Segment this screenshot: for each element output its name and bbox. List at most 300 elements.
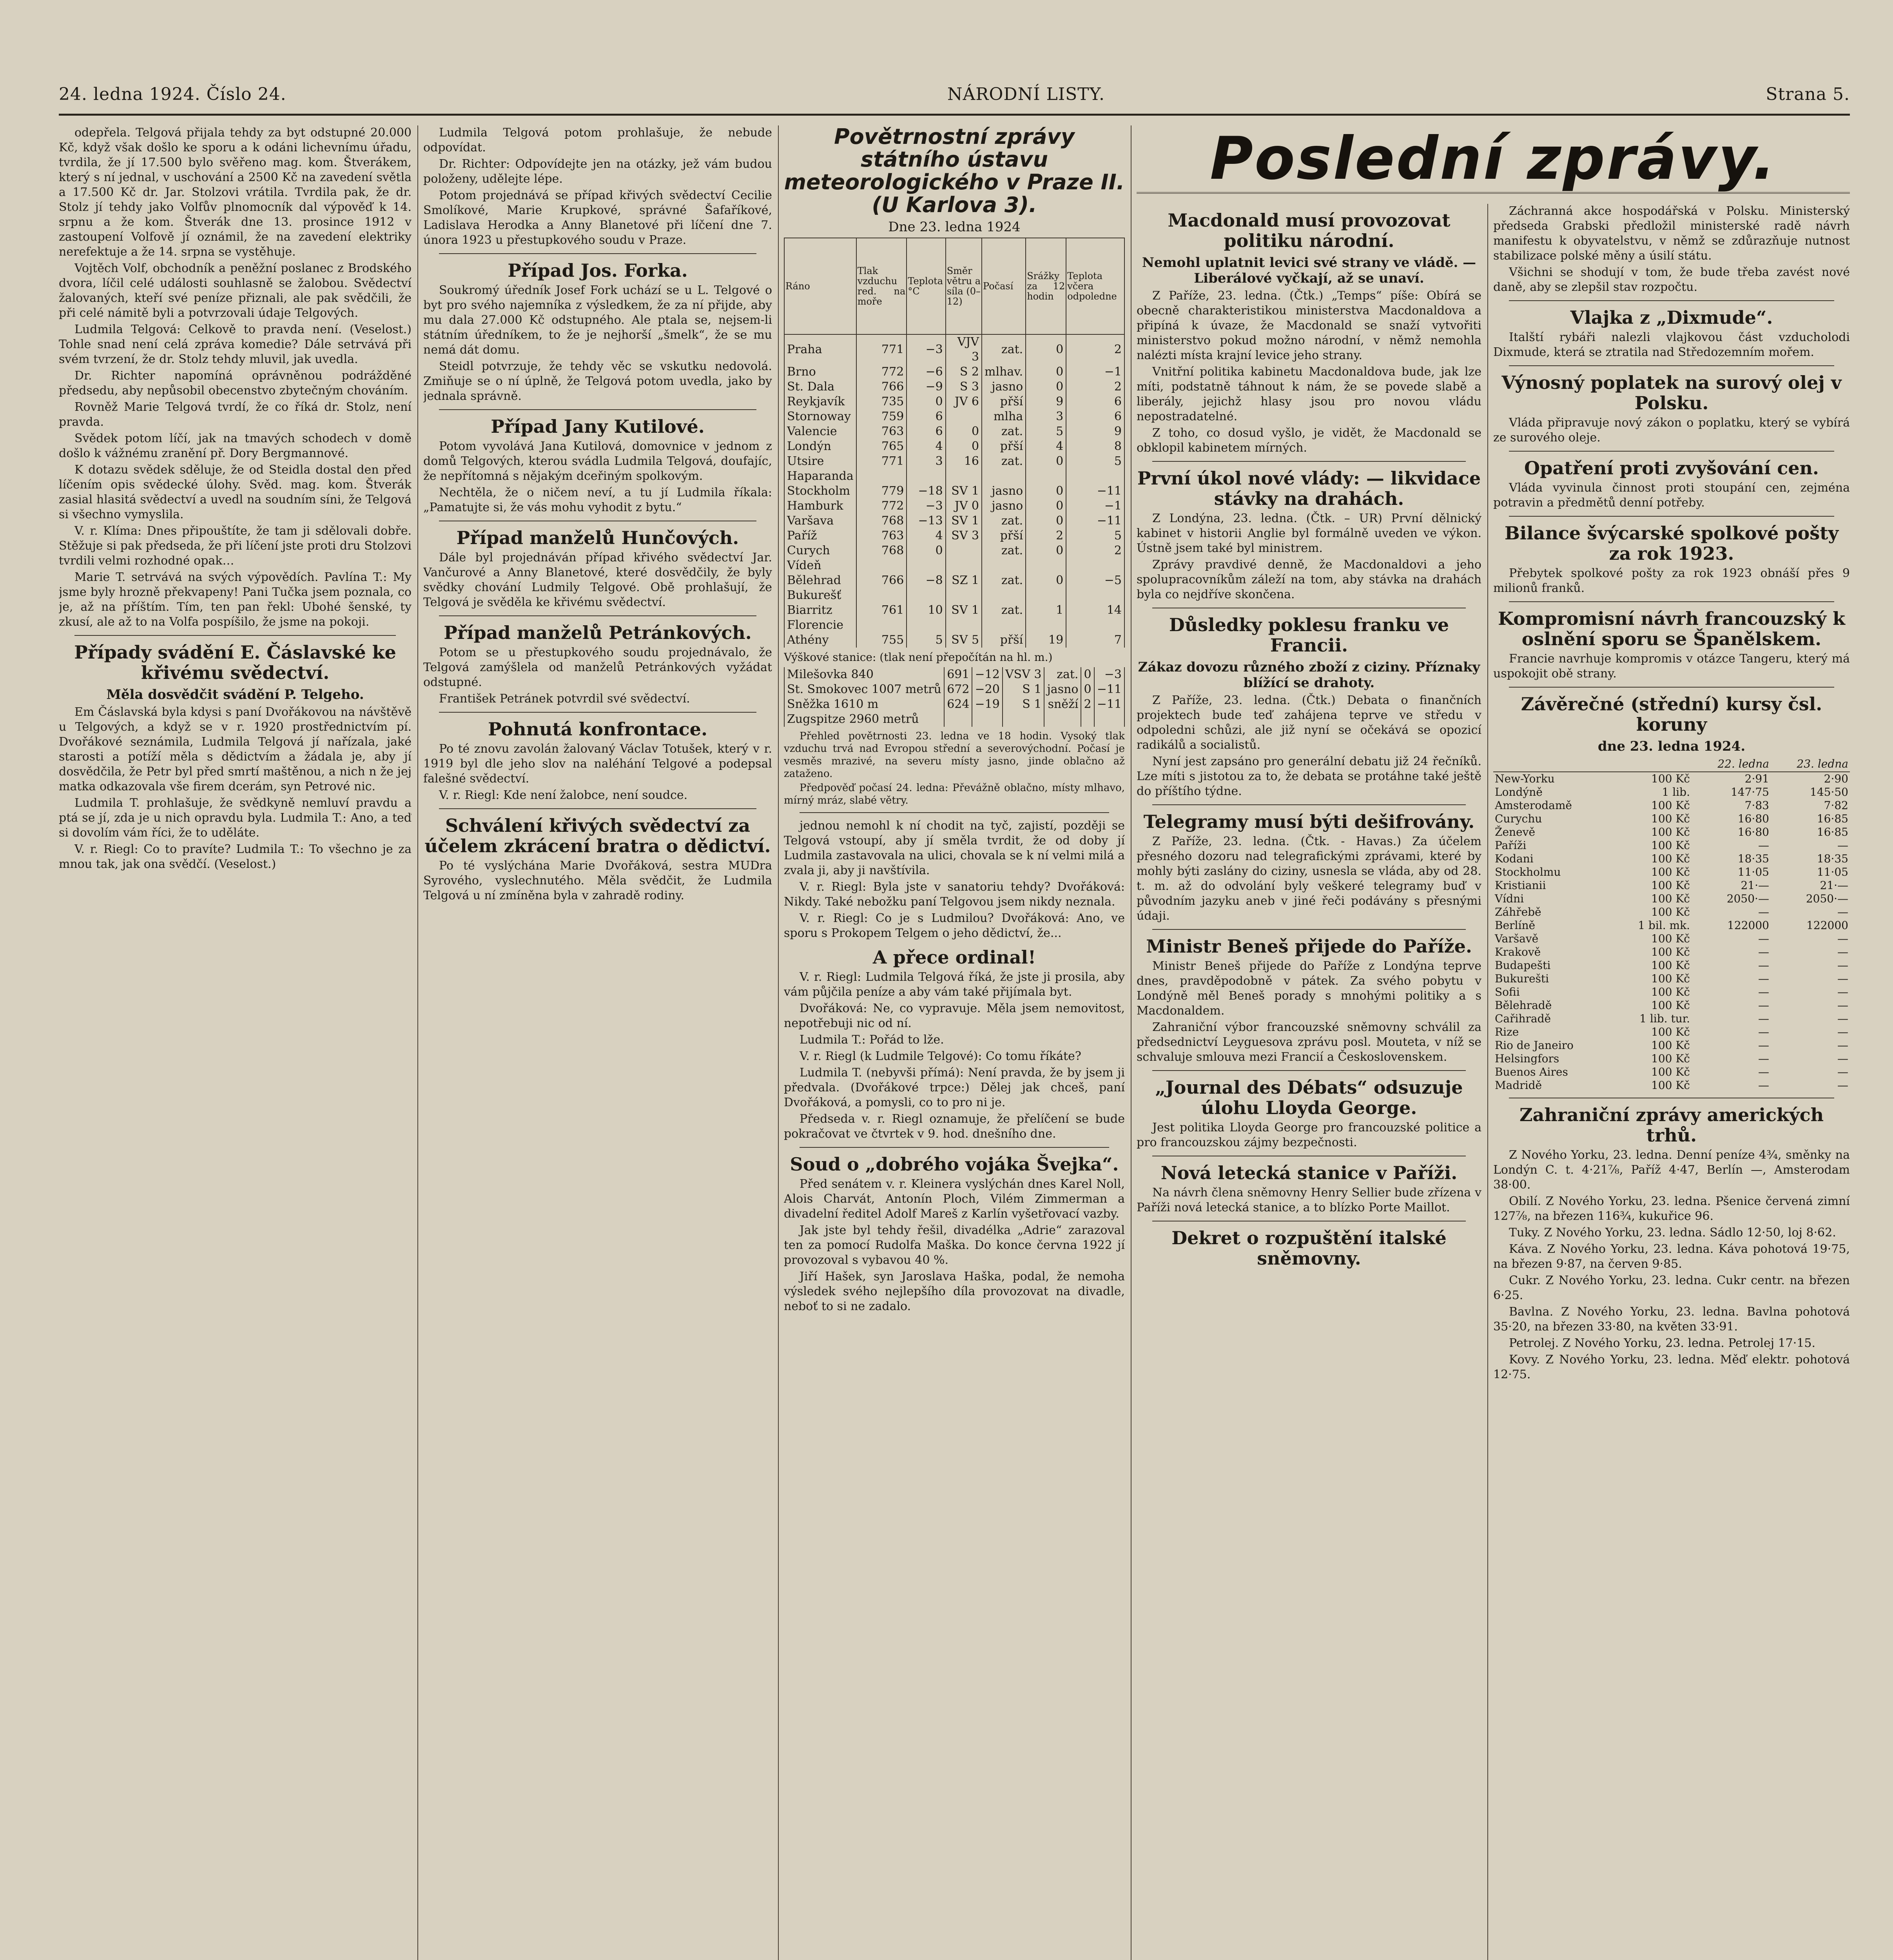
rates-cell: — <box>1758 1025 1769 1038</box>
weather-row <box>784 558 1124 573</box>
rates-row <box>1493 932 1850 946</box>
article-rule <box>439 409 756 410</box>
weather-cell: 772 <box>856 499 907 514</box>
weather-column-header: Teplota °C <box>907 238 945 334</box>
paragraph: Nechtěla, že o ničem neví, a tu jí Ludmila říkala: „Pamatujte si, že vás mohu vyhodit z bytu.“ <box>423 486 772 514</box>
weather-cell: Paříž <box>784 528 856 543</box>
weather-row <box>784 573 1124 588</box>
rates-cell: Sofii <box>1495 985 1520 998</box>
rates-cell: Amsterodamě <box>1495 799 1572 812</box>
rates-cell: 7·83 <box>1744 799 1769 812</box>
weather-row <box>784 514 1124 528</box>
rates-row <box>1493 1039 1850 1052</box>
paragraph: V. r. Riegl: Co je s Ludmilou? Dvořáková: Ano, ve sporu s Prokopem Telgem o jeho dědictví, že... <box>784 911 1125 940</box>
column-3 <box>784 125 1125 1960</box>
weather-row <box>784 633 1124 648</box>
rates-cell: — <box>1837 1065 1848 1078</box>
rates-cell: — <box>1758 839 1769 852</box>
rates-cell: Curychu <box>1495 812 1542 825</box>
weather-cell: Bělehrad <box>784 573 856 588</box>
exchange-rates-date: dne 23. ledna 1924. <box>1597 739 1746 754</box>
paragraph: Vojtěch Volf, obchodník a peněžní poslanec z Brodského dvora, líčil celé události souhlasně se žalobou. Svědectví žalovaných, kteří své peníze přiznali, ale pak svědčili, že při celé námitě byli a potvrzovali údaje Telgových. <box>59 261 412 320</box>
rates-cell: Kristianii <box>1495 879 1546 892</box>
weather-cell: jasno <box>982 379 1026 394</box>
weather-cell: −11 <box>1094 682 1124 697</box>
weather-cell: Hamburk <box>784 499 856 514</box>
weather-cell: 766 <box>856 573 907 588</box>
rates-cell: — <box>1758 1039 1769 1052</box>
weather-row <box>784 528 1124 543</box>
article-title: Soud o „dobrého vojáka Švejka“. <box>790 1154 1119 1175</box>
weather-cell: VSV 3 <box>1003 667 1044 682</box>
weather-cell: 14 <box>1066 603 1124 618</box>
rates-cell: — <box>1837 999 1848 1012</box>
weather-cell: 768 <box>856 514 907 528</box>
rates-cell: 100 Kč <box>1651 772 1690 785</box>
weather-row <box>784 454 1124 469</box>
weather-cell: Londýn <box>784 439 856 454</box>
rates-cell: — <box>1837 1012 1848 1025</box>
rates-cell: Madridě <box>1495 1079 1542 1092</box>
paragraph: Rovněž Marie Telgová tvrdí, že co říká dr. Stolz, není pravda. <box>59 400 412 429</box>
weather-cell: 5 <box>1066 528 1124 543</box>
rates-cell: — <box>1758 959 1769 972</box>
weather-cell: 0 <box>1026 499 1066 514</box>
rates-cell: 100 Kč <box>1651 906 1690 918</box>
paragraph: Z Paříže, 23. ledna. (Čtk.) „Temps“ píše: Obírá se obecně charakteristikou ministerstva Macdonaldova a připíná k úvaze, že Macdonald se snaží vytvořiti ministerstvo pokud možno národní, v němž nemohla nalézti místa krajní levice jeho strany. <box>1137 289 1481 362</box>
weather-cell: 4 <box>907 528 945 543</box>
rates-cell: Ženevě <box>1495 826 1536 838</box>
paragraph: Záchranná akce hospodářská v Polsku. Ministerský předseda Grabski předložil ministerské radě návrh manifestu k obyvatelstvu, v němž se zdůrazňuje nutnost stabilizace polské měny a úsilí státu. <box>1493 204 1850 263</box>
weather-cell: 0 <box>907 543 945 558</box>
weather-row <box>784 603 1124 618</box>
exchange-rates-table <box>1493 757 1850 1092</box>
weather-cell: −13 <box>907 514 945 528</box>
rates-row <box>1493 1012 1850 1025</box>
weather-cell <box>972 712 1002 727</box>
weather-cell: −5 <box>1066 573 1124 588</box>
weather-cell: 755 <box>856 633 907 648</box>
weather-cell: 6 <box>1066 394 1124 409</box>
rates-cell: 11·05 <box>1817 866 1848 878</box>
weather-cell: −19 <box>972 697 1002 712</box>
rates-cell: Bělehradě <box>1495 999 1552 1012</box>
column-rule <box>1487 204 1488 1960</box>
weather-cell: −11 <box>1094 697 1124 712</box>
weather-cell: SV 1 <box>946 514 982 528</box>
weather-row <box>784 379 1124 394</box>
weather-cell: přší <box>982 528 1026 543</box>
rates-cell: New-Yorku <box>1495 772 1555 785</box>
weather-row <box>784 409 1124 424</box>
article-title: Výnosný poplatek na surový olej v Polsku. <box>1501 372 1842 414</box>
rates-cell: 100 Kč <box>1651 826 1690 838</box>
article-title: Případ Jos. Forka. <box>508 260 688 281</box>
weather-cell: 0 <box>1026 379 1066 394</box>
weather-cell: SV 3 <box>946 528 982 543</box>
weather-cell: 761 <box>856 603 907 618</box>
weather-cell: 763 <box>856 424 907 439</box>
weather-cell <box>946 588 982 603</box>
banner-title: Poslední zprávy. <box>1210 125 1777 193</box>
column-2 <box>423 125 772 1960</box>
rates-cell: 2·91 <box>1744 772 1769 785</box>
weather-cell: 766 <box>856 379 907 394</box>
article-title: Schválení křivých svědectví za účelem zkrácení bratra o dědictví. <box>424 815 771 857</box>
paragraph: Jiří Hašek, syn Jaroslava Haška, podal, že nemoha výsledek svého nejlepšího díla provozovat na divadle, neboť to si ne zadalo. <box>784 1270 1125 1313</box>
paragraph: Obilí. Z Nového Yorku, 23. ledna. Pšenice červená zimní 127⅞, na březen 116¾, kukuřice 96. <box>1493 1194 1850 1223</box>
rates-cell: 1 lib. tur. <box>1639 1012 1690 1025</box>
rates-cell: Bukurešti <box>1495 972 1549 985</box>
weather-cell <box>944 712 972 727</box>
rates-cell: Vídni <box>1495 892 1524 905</box>
weather-cell: zat. <box>1044 667 1081 682</box>
article-rule <box>439 253 756 254</box>
weather-cell: −6 <box>907 365 945 379</box>
rates-column-header: 22. ledna <box>1692 757 1771 772</box>
weather-cell: 0 <box>1026 573 1066 588</box>
article-title: Vlajka z „Dixmude“. <box>1570 307 1773 328</box>
weather-cell: 9 <box>1066 424 1124 439</box>
weather-cell <box>946 558 982 573</box>
paragraph: Káva. Z Nového Yorku, 23. ledna. Káva pohotová 19·75, na březen 9·87, na červen 9·85. <box>1493 1242 1850 1271</box>
weather-row <box>784 712 1124 727</box>
rates-row <box>1493 879 1850 892</box>
paragraph: Vláda připravuje nový zákon o poplatku, který se vybírá ze surového oleje. <box>1493 416 1850 445</box>
weather-cell: −20 <box>972 682 1002 697</box>
weather-cell: 0 <box>1081 667 1094 682</box>
weather-cell: JV 6 <box>946 394 982 409</box>
rates-cell: — <box>1758 985 1769 998</box>
rates-cell: — <box>1837 1079 1848 1092</box>
rates-cell: — <box>1837 1025 1848 1038</box>
weather-cell: 1 <box>1026 603 1066 618</box>
weather-row <box>784 697 1124 712</box>
paragraph: Potom projednává se případ křivých svědectví Cecilie Smolíkové, Marie Krupkové, správné Šafaříkové, Ladislava Herodka a Anny Blanetové při líčení dne 7. února 1923 u přestupkového soudu v Praze. <box>423 189 772 247</box>
weather-cell: SZ 1 <box>946 573 982 588</box>
weather-cell <box>982 618 1026 633</box>
weather-cell: Utsire <box>784 454 856 469</box>
paragraph: Z Paříže, 23. ledna. (Čtk.) Debata o finančních projektech bude teď zahájena teprve ve středu v odpoledni schůzi, ale již nyní se očekává se opozicí radikálů a socialistů. <box>1137 693 1481 752</box>
paragraph: odepřela. Telgová přijala tehdy za byt odstupné 20.000 Kč, když však došlo ke sporu a k odáni lichevnímu úřadu, tvrdila, že jí 17.500 bylo svěřeno mag. kom. Štverákem, který s ní jednal, v uschování a 2500 Kč na zavedení světla a 17.500 Kč dr. Jar. Stolzovi vrátila. Tvrdila pak, že dr. Stolz jí tehdy jako Volfův plnomocník dal výpověď k 14. srpnu a že kom. Štverák dne 13. prosince 1912 v zastoupení Volfově jí oznámil, že na zavedení elektriky nerefektuje a že 14. srpna se vystěhuje. <box>59 126 412 259</box>
issue-date: 24. ledna 1924. Číslo 24. <box>59 84 286 104</box>
latest-news-banner <box>1137 125 1850 194</box>
weather-cell <box>1026 618 1066 633</box>
rates-row <box>1493 839 1850 852</box>
rates-row <box>1493 999 1850 1012</box>
weather-cell: Sněžka 1610 m <box>784 697 944 712</box>
weather-cell: Varšava <box>784 514 856 528</box>
article-rule <box>800 812 1109 813</box>
weather-row <box>784 618 1124 633</box>
article-title: Pohnutá konfrontace. <box>488 719 707 740</box>
rates-cell: 18·35 <box>1817 852 1848 865</box>
paragraph: Bavlna. Z Nového Yorku, 23. ledna. Bavlna pohotová 35·20, na březen 33·80, na květen 33·91. <box>1493 1305 1850 1334</box>
markets-title: Zahraniční zprávy amerických trhů. <box>1519 1104 1824 1146</box>
rates-cell: — <box>1758 946 1769 958</box>
weather-cell: 672 <box>944 682 972 697</box>
weather-cell: 7 <box>1066 633 1124 648</box>
rates-cell: 122000 <box>1727 919 1769 932</box>
rates-cell: 100 Kč <box>1651 1079 1690 1092</box>
weather-column-header: Ráno <box>784 238 856 334</box>
rates-cell: 100 Kč <box>1651 985 1690 998</box>
weather-cell: Biarritz <box>784 603 856 618</box>
weather-cell: −12 <box>972 667 1002 682</box>
paragraph: Z Nového Yorku, 23. ledna. Denní peníze 4¾, směnky na Londýn C. t. 4·21⅞, Paříž 4·47, Berlín —, Amsterodam 38·00. <box>1493 1148 1850 1192</box>
article-rule <box>1509 687 1834 688</box>
weather-cell: přší <box>982 439 1026 454</box>
weather-cell: přší <box>982 633 1026 648</box>
weather-cell: −3 <box>1094 667 1124 682</box>
weather-cell: 16 <box>946 454 982 469</box>
weather-row <box>784 682 1124 697</box>
rates-cell: 147·75 <box>1730 786 1769 799</box>
weather-column-header: Počasí <box>982 238 1026 334</box>
weather-cell: jasno <box>1044 682 1081 697</box>
rates-cell: 100 Kč <box>1651 959 1690 972</box>
weather-cell: −1 <box>1066 365 1124 379</box>
weather-row <box>784 394 1124 409</box>
rates-cell: — <box>1837 985 1848 998</box>
rates-cell: Buenos Aires <box>1495 1065 1568 1078</box>
rates-cell: — <box>1758 972 1769 985</box>
rates-cell: — <box>1758 1079 1769 1092</box>
rates-cell: Varšavě <box>1495 932 1539 945</box>
weather-cell <box>856 588 907 603</box>
weather-cell: zat. <box>982 543 1026 558</box>
paragraph: Zprávy pravdivé denně, že Macdonaldovi a jeho spolupracovníkům záleží na tom, aby stávka na drahách byla co nejdříve skončena. <box>1137 558 1481 601</box>
weather-cell: 759 <box>856 409 907 424</box>
article-rule <box>1152 1070 1466 1071</box>
rates-row <box>1493 852 1850 866</box>
weather-cell: 0 <box>1081 682 1094 697</box>
weather-cell: 0 <box>946 439 982 454</box>
rates-cell: 122000 <box>1806 919 1848 932</box>
weather-cell: 4 <box>907 439 945 454</box>
rates-cell: 2050·— <box>1806 892 1848 905</box>
paragraph: Italští rybáři nalezli vlajkovou část vzducholodi Dixmude, která se ztratila nad Středozemním mořem. <box>1493 330 1850 359</box>
weather-cell <box>1044 712 1081 727</box>
masthead: NÁRODNÍ LISTY. <box>947 84 1105 104</box>
rates-cell: 100 Kč <box>1651 839 1690 852</box>
weather-cell: Milešovka 840 <box>784 667 944 682</box>
weather-cell: Haparanda <box>784 469 856 484</box>
weather-cell <box>982 558 1026 573</box>
rates-cell: 100 Kč <box>1651 866 1690 878</box>
paragraph: Ludmila Telgová: Celkově to pravda není. (Veselost.) Tohle snad není celá zpráva komedie? Dále setrvává při svém tvrzení, že dr. Stolz tehdy mluvil, jak uvedla. <box>59 323 412 366</box>
weather-cell: 0 <box>907 394 945 409</box>
paragraph: Vláda vyvinula činnost proti stoupání cen, zejména potravin a předmětů denní potřeby. <box>1493 481 1850 510</box>
article-rule <box>439 615 756 616</box>
weather-cell <box>1066 588 1124 603</box>
rates-cell: 100 Kč <box>1651 1025 1690 1038</box>
rates-cell: 100 Kč <box>1651 892 1690 905</box>
article-rule <box>74 635 396 636</box>
paragraph: V. r. Riegl: Ludmila Telgová říká, že jste ji prosila, aby vám půjčila peníze a aby vám také přijímala byt. <box>784 970 1125 999</box>
weather-cell: 4 <box>1026 439 1066 454</box>
weather-cell <box>856 469 907 484</box>
paragraph: Steidl potvrzuje, že tehdy věc se vskutku nedovolá. Zmiňuje se o ní úplně, že Telgová potom uvedla, jako by jednala správně. <box>423 359 772 403</box>
weather-cell: Athény <box>784 633 856 648</box>
rates-cell: 2050·— <box>1726 892 1769 905</box>
weather-cell: S 3 <box>946 379 982 394</box>
article-title: Telegramy musí býti dešifrovány. <box>1143 811 1475 832</box>
article-subtitle: Nemohl uplatnit levici své strany ve vládě. — Liberálové vyčkají, až se unaví. <box>1142 255 1476 286</box>
paragraph: Na návrh člena sněmovny Henry Sellier bude zřízena v Paříži nová letecká stanice, a to blízko Porte Maillot. <box>1137 1186 1481 1214</box>
weather-cell: zat. <box>982 573 1026 588</box>
rates-cell: 100 Kč <box>1651 999 1690 1012</box>
weather-cell: 765 <box>856 439 907 454</box>
rates-cell: 100 Kč <box>1651 1065 1690 1078</box>
rates-cell: — <box>1758 999 1769 1012</box>
rates-cell: — <box>1758 1012 1769 1025</box>
weather-cell: 0 <box>1026 365 1066 379</box>
weather-cell: zat. <box>982 334 1026 365</box>
weather-cell <box>1026 588 1066 603</box>
weather-cell <box>856 618 907 633</box>
paragraph: Ludmila T. prohlašuje, že svědkyně nemluví pravdu a ptá se jí, zda je u nich opravdu byla. Ludmila T.: Ano, a teď si dovolím vám říci, že to uděláte. <box>59 796 412 840</box>
rates-cell: 1 lib. <box>1662 786 1690 799</box>
rates-row <box>1493 1065 1850 1079</box>
weather-cell: 6 <box>907 424 945 439</box>
rates-cell: Rize <box>1495 1025 1519 1038</box>
article-title: A přece ordinal! <box>872 947 1036 968</box>
weather-column-header: Srážky za 12 hodin <box>1026 238 1066 334</box>
rates-cell: Helsingfors <box>1495 1052 1559 1065</box>
weather-cell: Vídeň <box>784 558 856 573</box>
weather-cell: 691 <box>944 667 972 682</box>
header-rule <box>59 114 1850 116</box>
paragraph: Vnitřní politika kabinetu Macdonaldova bude, jak lze míti, podstatně táhnout k nám, že se povede slabě a liberály, jejichž hlasy jsou pro novou vládu nepostradatelné. <box>1137 365 1481 423</box>
rates-cell: 100 Kč <box>1651 799 1690 812</box>
rates-row <box>1493 799 1850 812</box>
weather-cell <box>1026 558 1066 573</box>
rates-cell: Berlíně <box>1495 919 1536 932</box>
weather-cell: jasno <box>982 484 1026 499</box>
rates-column-header <box>1612 757 1692 772</box>
weather-cell: Stornoway <box>784 409 856 424</box>
weather-cell: St. Smokovec 1007 metrů <box>784 682 944 697</box>
weather-cell: Reykjavík <box>784 394 856 409</box>
rates-cell: Krakově <box>1495 946 1541 958</box>
article-title: Ministr Beneš přijede do Paříže. <box>1146 936 1472 957</box>
rates-cell: Paříži <box>1495 839 1527 852</box>
column-rule <box>778 125 779 1960</box>
article-rule <box>439 712 756 713</box>
rates-cell: — <box>1837 972 1848 985</box>
rates-cell: 100 Kč <box>1651 812 1690 825</box>
weather-row <box>784 439 1124 454</box>
weather-cell: −8 <box>907 573 945 588</box>
weather-cell <box>1066 469 1124 484</box>
weather-cell <box>982 588 1026 603</box>
rates-cell: 16·85 <box>1817 812 1848 825</box>
article-title: První úkol nové vlády: — likvidace stávky na drahách. <box>1137 468 1481 509</box>
rates-cell: — <box>1758 906 1769 918</box>
paragraph: Předseda v. r. Riegl oznamuje, že přelíčení se bude pokračovat ve čtvrtek v 9. hod. dnešního dne. <box>784 1112 1125 1141</box>
rates-cell: — <box>1837 906 1848 918</box>
weather-cell: VJV 3 <box>946 334 982 365</box>
rates-row <box>1493 906 1850 919</box>
paragraph: Ludmila T. (nebyvši přímá): Není pravda, že by jsem ji předvala. (Dvořákové trpce:) Dělej jak chceš, paní Dvořáková, a pomysli, co to pro ni je. <box>784 1066 1125 1109</box>
weather-cell: Praha <box>784 334 856 365</box>
article-title: Případy svádění E. Čáslavské ke křivému svědectví. <box>74 642 396 683</box>
rates-cell: 100 Kč <box>1651 852 1690 865</box>
article-title: Dekret o rozpuštění italské sněmovny. <box>1171 1227 1447 1269</box>
paragraph: Dr. Richter napomíná oprávněnou podrážděné předsedu, aby nepůsobil obecenstvo zbytečným chováním. <box>59 369 412 397</box>
article-subtitle: Zákaz dovozu různého zboží z ciziny. Příznaky blížící se drahoty. <box>1138 659 1480 691</box>
rates-cell: Budapešti <box>1495 959 1551 972</box>
weather-cell: Curych <box>784 543 856 558</box>
weather-cell: SV 1 <box>946 603 982 618</box>
weather-row <box>784 499 1124 514</box>
weather-cell: 772 <box>856 365 907 379</box>
paragraph: Cukr. Z Nového Yorku, 23. ledna. Cukr centr. na březen 6·25. <box>1493 1274 1850 1302</box>
rates-cell: 21·— <box>1741 879 1769 892</box>
paragraph: jednou nemohl k ní chodit na tyč, zajistí, později se Telgová vstoupí, aby jí směla tvrdit, že od doby jí Ludmila zastavovala na ulici, chovala se k ní velmi milá a zvala ji, aby ji navštívila. <box>784 819 1125 877</box>
rates-cell: — <box>1837 932 1848 945</box>
rates-cell: Kodani <box>1495 852 1534 865</box>
paragraph: V. r. Riegl: Byla jste v sanatoriu tehdy? Dvořáková: Nikdy. Také nebožku paní Telgovou jsem nikdy neznala. <box>784 880 1125 909</box>
paragraph: Dr. Richter: Odpovídejte jen na otázky, jež vám budou položeny, udělejte lépe. <box>423 157 772 186</box>
article-title: Nová letecká stanice v Paříži. <box>1160 1162 1458 1183</box>
weather-cell <box>907 588 945 603</box>
article-rule <box>1509 300 1834 301</box>
article-title: Důsledky poklesu franku ve Francii. <box>1169 614 1449 656</box>
rates-row <box>1493 772 1850 786</box>
weather-cell <box>946 409 982 424</box>
rates-row <box>1493 985 1850 999</box>
weather-cell: 3 <box>907 454 945 469</box>
paragraph: Tuky. Z Nového Yorku, 23. ledna. Sádlo 12·50, loj 8·62. <box>1509 1226 1836 1240</box>
article-title: Macdonald musí provozovat politiku národní. <box>1168 210 1451 251</box>
weather-cell: −3 <box>907 499 945 514</box>
rates-row <box>1493 959 1850 972</box>
rates-row <box>1493 826 1850 839</box>
article-rule <box>800 1147 1109 1148</box>
exchange-rates-title: Závěrečné (střední) kursy čsl. koruny <box>1521 693 1822 735</box>
weather-table <box>784 238 1125 648</box>
rates-cell: 100 Kč <box>1651 1039 1690 1052</box>
weather-column-header: Směr větru a síla (0–12) <box>946 238 982 334</box>
weather-cell: Zugspitze 2960 metrů <box>784 712 944 727</box>
article-title: Kompromisní návrh francouzský k oslnění sporu se Španělskem. <box>1498 608 1845 650</box>
paragraph: K dotazu svědek sděluje, že od Steidla dostal den před líčením opis svědecké úlohy. Svěd. mag. kom. Štverák zasial hlasitá svědectví a uvedl na soudním síni, že Telgová si všechno vymyslila. <box>59 463 412 521</box>
weather-cell: 3 <box>1026 409 1066 424</box>
paragraph: Z Paříže, 23. ledna. (Čtk. - Havas.) Za účelem přesného dozoru nad telegrafickými zprávami, které by mohly býti zaslány do ciziny, usnesla se vláda, aby od 28. t. m. až do odvolání byly veškeré telegramy buď v původním jazyku aneb v jiné řeči podávány s přesnými údaji. <box>1137 835 1481 923</box>
weather-footnote: Výškové stanice: (tlak není přepočítán na hl. m.) <box>784 651 1053 664</box>
paragraph: Z toho, co dosud vyšlo, je vidět, že Macdonald se obklopil kabinetem mírných. <box>1137 426 1481 455</box>
rates-cell: 7·82 <box>1824 799 1848 812</box>
rates-row <box>1493 1025 1850 1039</box>
weather-cell: přší <box>982 394 1026 409</box>
rates-row <box>1493 946 1850 959</box>
article-rule <box>1152 929 1466 930</box>
rates-column-header: 23. ledna <box>1771 757 1850 772</box>
article-rule <box>1509 601 1834 602</box>
weather-cell: jasno <box>982 499 1026 514</box>
weather-cell <box>946 618 982 633</box>
weather-cell: 2 <box>1066 334 1124 365</box>
paragraph: Ministr Beneš přijede do Paříže z Londýna teprve dnes, pravděpodobně v pátek. Za svého pobytu v Londýně měl Beneš porady s mnohými politiky a s Macdonaldem. <box>1137 959 1481 1018</box>
column-1 <box>59 125 412 1960</box>
paragraph: Potom se u přestupkového soudu projednávalo, že Telgová zamýšlela od manželů Petránkových vyžádat odstupné. <box>423 646 772 689</box>
weather-high-stations <box>784 667 1125 727</box>
weather-forecast: Předpověď počasí 24. ledna: Převážně oblačno, místy mlhavo, mírný mráz, slabé větry. <box>784 782 1125 806</box>
rates-row <box>1493 866 1850 879</box>
paragraph: Francie navrhuje kompromis v otázce Tangeru, který má uspokojit obě strany. <box>1493 652 1850 681</box>
